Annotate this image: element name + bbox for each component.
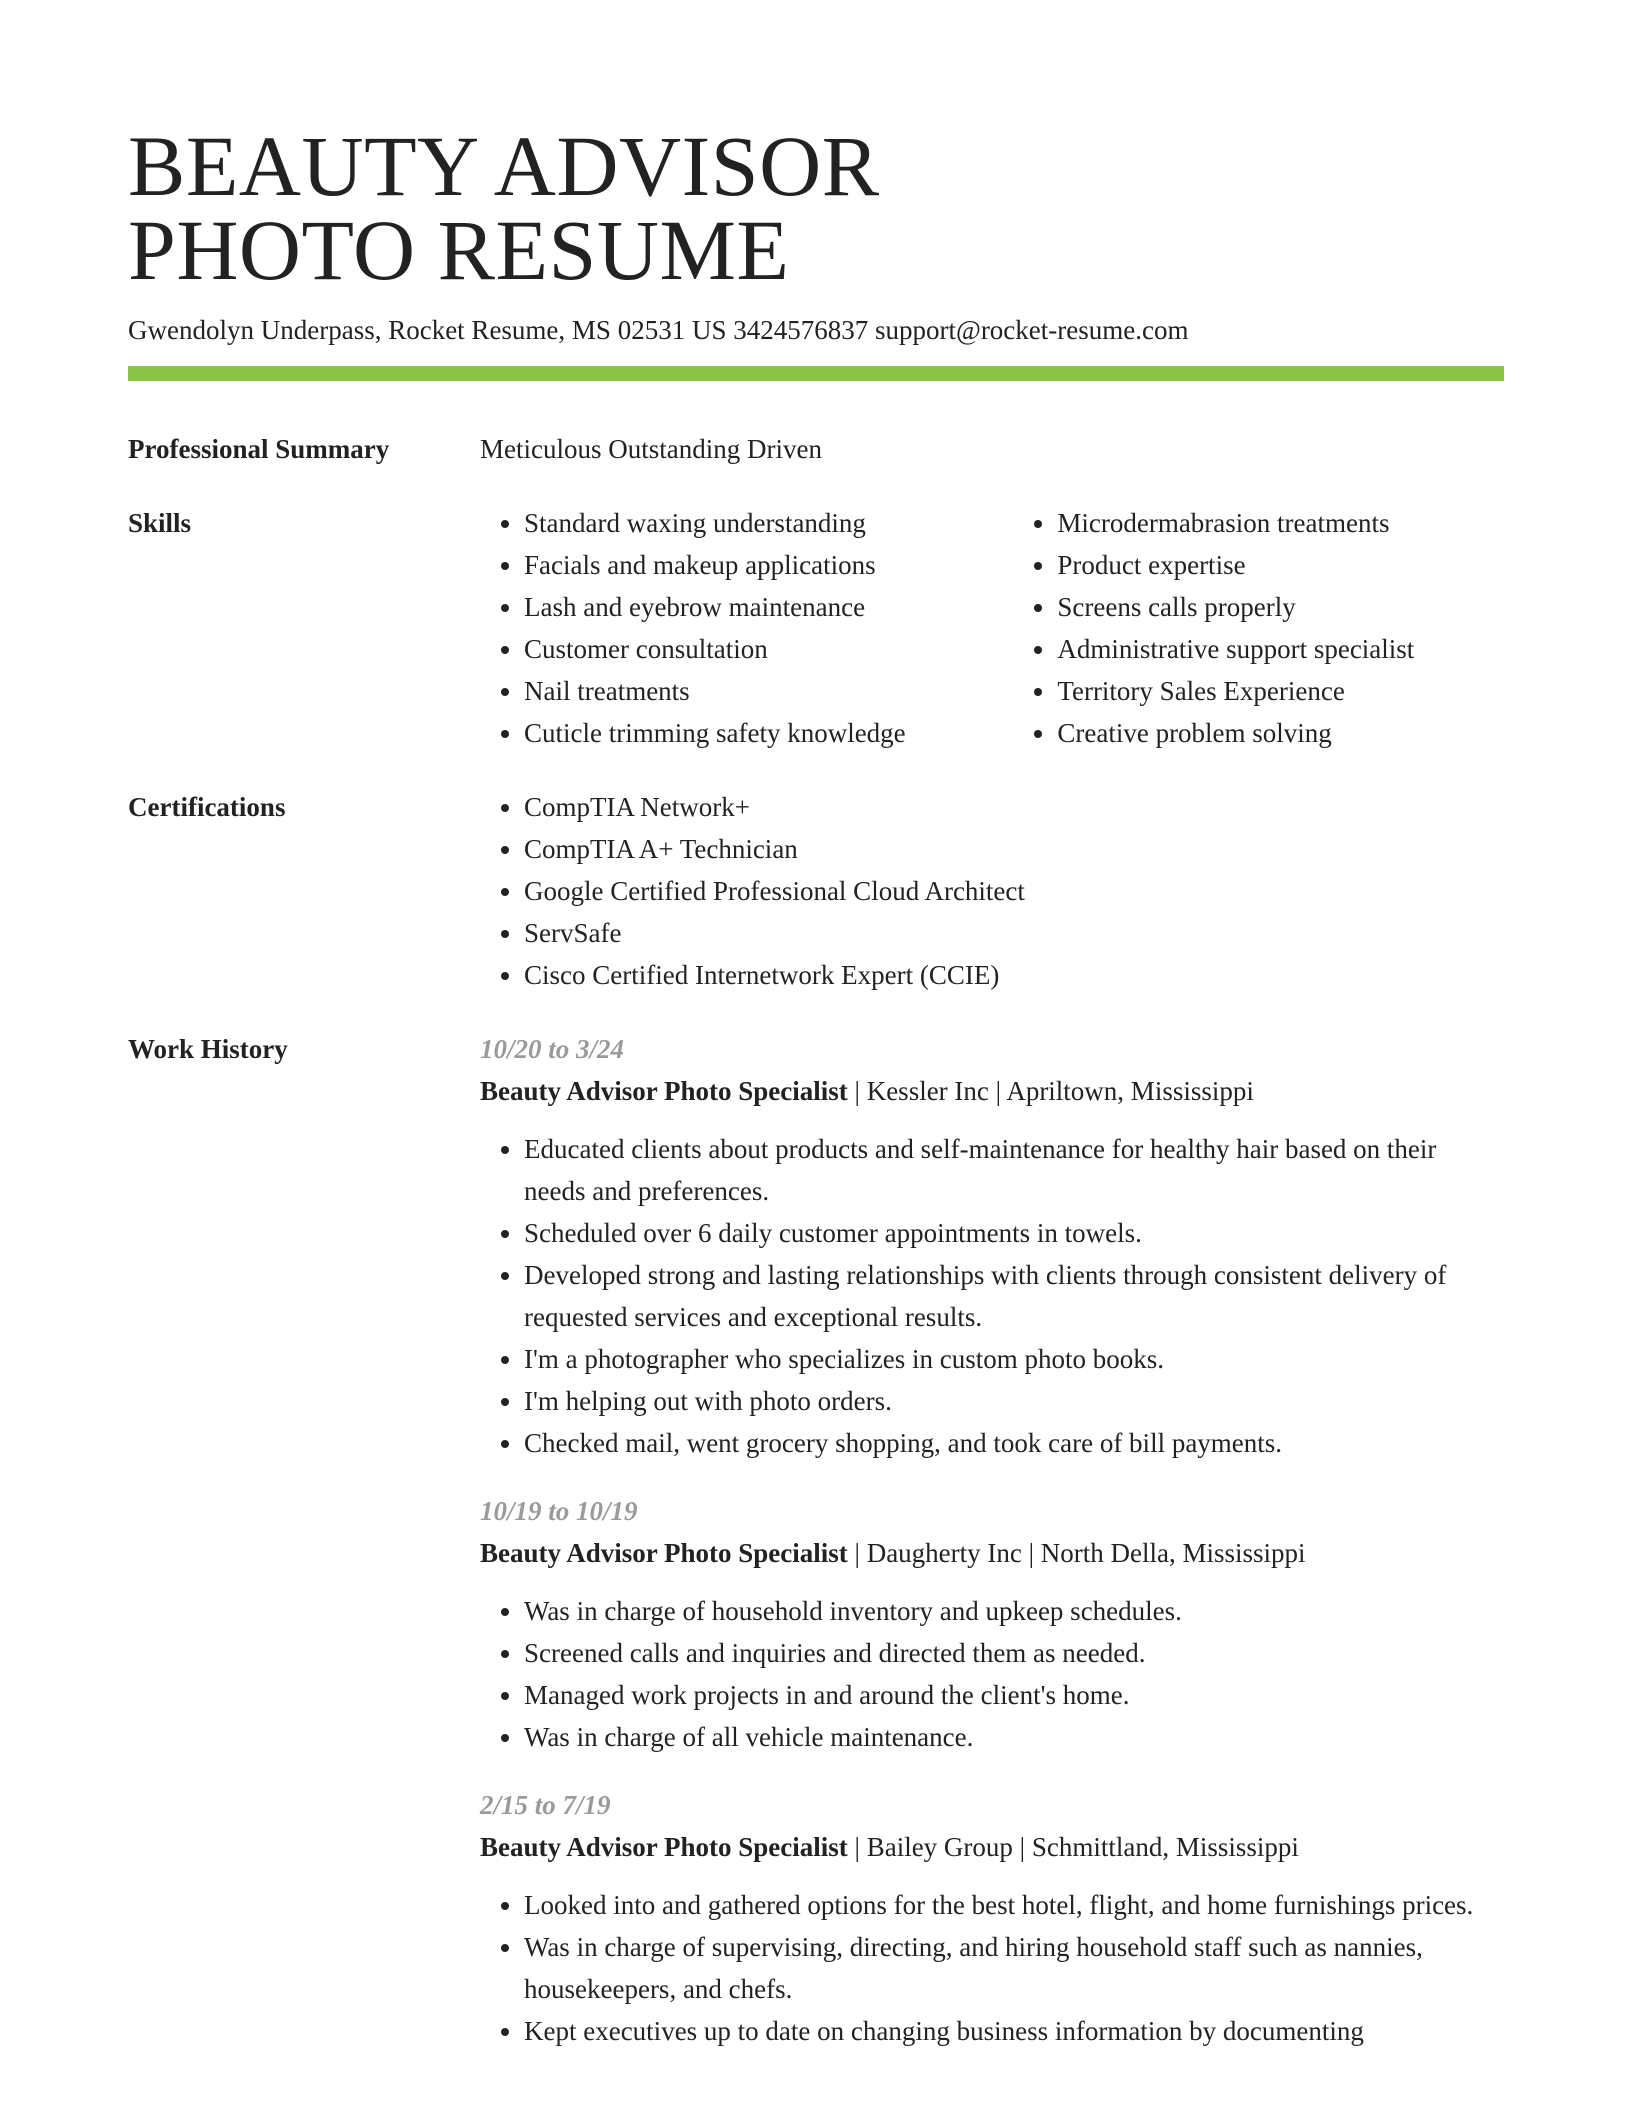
skill-item: • Customer consultation [524,628,1013,670]
certification-item: • Google Certified Professional Cloud Architect [524,870,1504,912]
job-heading [480,1826,1504,1868]
job-company-location: | Kessler Inc | Apriltown, Mississippi [847,1076,1254,1106]
skill-item: • Nail treatments [524,670,1013,712]
accent-divider [128,366,1504,381]
job-bullet: • Educated clients about products and self-maintenance for healthy hair based on their needs and preferences. [524,1128,1504,1212]
summary-label: Professional Summary [128,434,390,464]
job-bullets [480,1884,1504,2052]
skill-item: • Product expertise [1057,544,1504,586]
job-entry [480,1028,1504,1464]
job-bullet: • Was in charge of all vehicle maintenance. [524,1716,1504,1758]
certifications-section [128,786,1504,1006]
job-dates: 10/20 to 3/24 [480,1034,625,1064]
job-entry [480,1490,1504,1758]
job-bullet: • Looked into and gathered options for the best hotel, flight, and home furnishings prices. [524,1884,1504,1926]
resume-title [128,118,1504,298]
skills-list-left [480,502,1013,754]
job-bullet: • Kept executives up to date on changing business information by documenting [524,2010,1504,2052]
job-bullet: • Screened calls and inquiries and directed them as needed. [524,1632,1504,1674]
job-title: Beauty Advisor Photo Specialist [480,1076,848,1106]
job-bullets [480,1590,1504,1758]
job-company-location: | Bailey Group | Schmittland, Mississippi [847,1832,1299,1862]
certification-item: • ServSafe [524,912,1504,954]
skill-item: • Lash and eyebrow maintenance [524,586,1013,628]
skill-item: • Facials and makeup applications [524,544,1013,586]
job-entry [480,1784,1504,2052]
job-title: Beauty Advisor Photo Specialist [480,1538,848,1568]
job-bullet: • I'm a photographer who specializes in custom photo books. [524,1338,1504,1380]
job-bullet: • Scheduled over 6 daily customer appointments in towels. [524,1212,1504,1254]
skill-item: • Standard waxing understanding [524,502,1013,544]
job-bullet: • Checked mail, went grocery shopping, and took care of bill payments. [524,1422,1504,1464]
job-bullet: • Developed strong and lasting relationships with clients through consistent delivery of requested services and exceptional results. [524,1254,1504,1338]
title-line-1: BEAUTY ADVISOR [128,118,880,214]
skill-item: • Screens calls properly [1057,586,1504,628]
contact-info: Gwendolyn Underpass, Rocket Resume, MS 02531 US 3424576837 support@rocket-resume.com [128,315,1189,345]
certification-item: • CompTIA A+ Technician [524,828,1504,870]
skills-label: Skills [128,508,192,538]
skills-columns [480,502,1504,754]
summary-section [128,428,1504,478]
certifications-list [480,786,1504,996]
skill-item: • Cuticle trimming safety knowledge [524,712,1013,754]
job-bullet: • Was in charge of household inventory and upkeep schedules. [524,1590,1504,1632]
title-line-2: PHOTO RESUME [128,202,790,298]
job-bullet: • Was in charge of supervising, directing, and hiring household staff such as nannies, housekeepers, and chefs. [524,1926,1504,2010]
job-bullets [480,1128,1504,1464]
certifications-content [480,786,1504,996]
job-title: Beauty Advisor Photo Specialist [480,1832,848,1862]
skill-item: • Microdermabrasion treatments [1057,502,1504,544]
skill-item: • Territory Sales Experience [1057,670,1504,712]
certification-item: • CompTIA Network+ [524,786,1504,828]
skill-item: • Creative problem solving [1057,712,1504,754]
job-dates: 10/19 to 10/19 [480,1496,638,1526]
certification-item: • Cisco Certified Internetwork Expert (CCIE) [524,954,1504,996]
work-history-label: Work History [128,1034,288,1064]
work-history-content [480,1028,1504,2078]
summary-text: Meticulous Outstanding Driven [480,434,822,464]
skill-item: • Administrative support specialist [1057,628,1504,670]
job-bullet: • I'm helping out with photo orders. [524,1380,1504,1422]
skills-list-right [1013,502,1504,754]
job-bullet: • Managed work projects in and around the client's home. [524,1674,1504,1716]
job-heading [480,1070,1504,1112]
certifications-label: Certifications [128,792,286,822]
skills-section [128,502,1504,762]
job-heading [480,1532,1504,1574]
resume-header [128,118,1504,381]
job-dates: 2/15 to 7/19 [480,1790,611,1820]
job-company-location: | Daugherty Inc | North Della, Mississippi [847,1538,1306,1568]
work-history-section [128,1028,1504,2112]
